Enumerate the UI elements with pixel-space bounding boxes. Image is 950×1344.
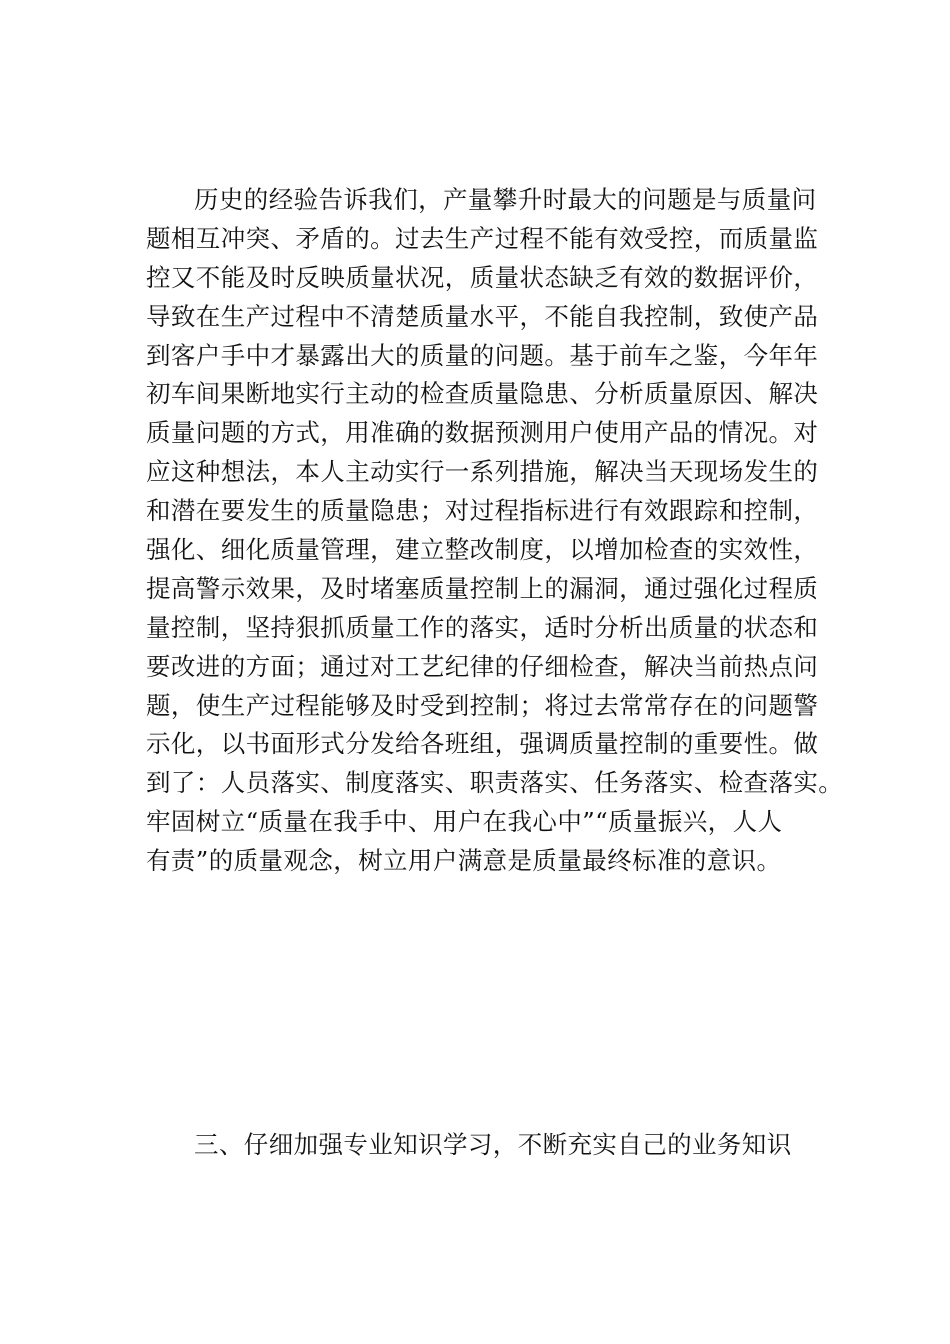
- paragraph-line: 应这种想法，本人主动实行一系列措施，解决当天现场发生的: [146, 457, 819, 487]
- paragraph-line: 提高警示效果，及时堵塞质量控制上的漏洞，通过强化过程质: [146, 573, 819, 603]
- section-heading: 三、仔细加强专业知识学习，不断充实自己的业务知识: [194, 1130, 792, 1159]
- body-paragraph: [146, 181, 846, 881]
- paragraph-line: 到客户手中才暴露出大的质量的问题。基于前车之鉴，今年年: [146, 340, 819, 370]
- paragraph-line: 牢固树立“质量在我手中、用户在我心中”“质量振兴，人人: [146, 807, 783, 837]
- paragraph-line: 和潜在要发生的质量隐患；对过程指标进行有效跟踪和控制，: [146, 496, 819, 526]
- paragraph-line: 历史的经验告诉我们，产量攀升时最大的问题是与质量问: [194, 185, 817, 214]
- paragraph-line: 题，使生产过程能够及时受到控制；将过去常常存在的问题警: [146, 690, 819, 720]
- paragraph-line: 题相互冲突、矛盾的。过去生产过程不能有效受控，而质量监: [146, 223, 819, 253]
- paragraph-line: 示化，以书面形式分发给各班组，强调质量控制的重要性。做: [146, 729, 819, 759]
- paragraph-line: 控又不能及时反映质量状况，质量状态缺乏有效的数据评价，: [146, 262, 819, 292]
- paragraph-line: 要改进的方面；通过对工艺纪律的仔细检查，解决当前热点问: [146, 651, 819, 681]
- paragraph-line: 初车间果断地实行主动的检查质量隐患、分析质量原因、解决: [146, 379, 819, 409]
- paragraph-line: 有责”的质量观念，树立用户满意是质量最终标准的意识。: [146, 846, 782, 876]
- paragraph-line: 导致在生产过程中不清楚质量水平，不能自我控制，致使产品: [146, 301, 819, 331]
- paragraph-line: 强化、细化质量管理，建立整改制度，以增加检查的实效性，: [146, 535, 819, 565]
- paragraph-line: 到了：人员落实、制度落实、职责落实、任务落实、检查落实。: [146, 768, 844, 798]
- paragraph-line: 量控制，坚持狠抓质量工作的落实，适时分析出质量的状态和: [146, 612, 819, 642]
- paragraph-line: 质量问题的方式，用准确的数据预测用户使用产品的情况。对: [146, 418, 819, 448]
